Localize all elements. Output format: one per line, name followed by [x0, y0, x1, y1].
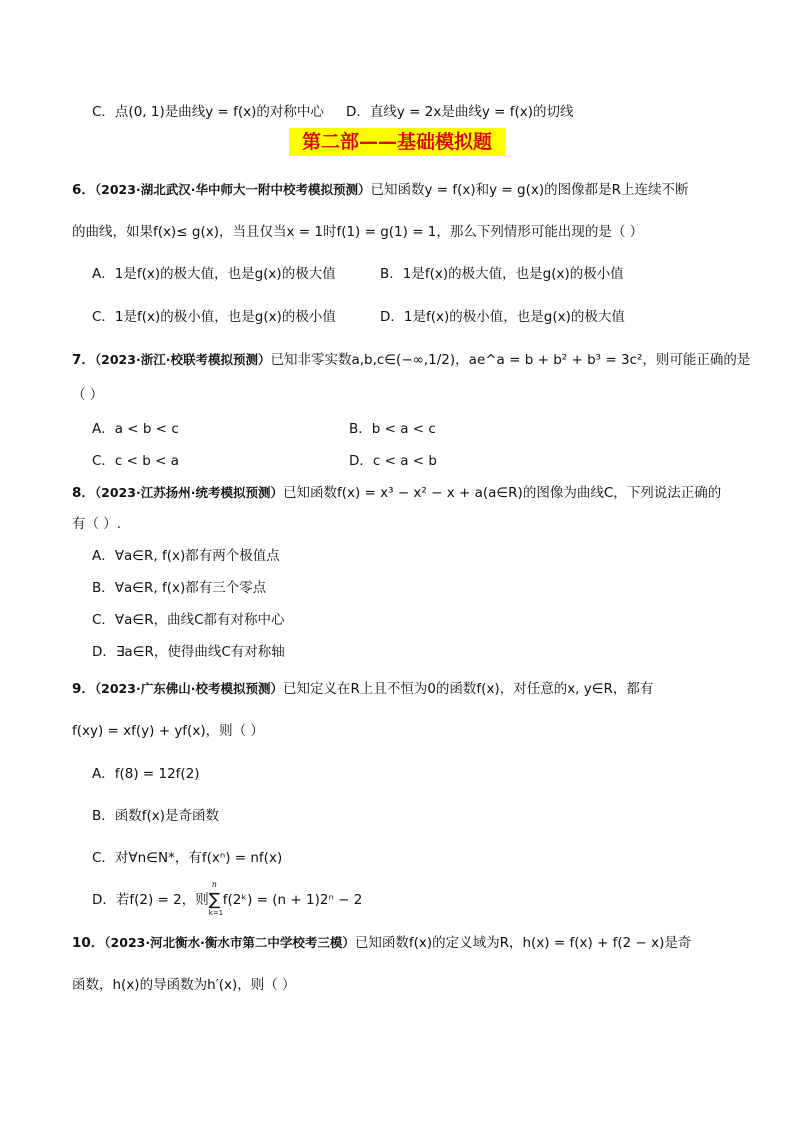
q9-option-c: C．对∀n∈N*，有f(xⁿ) = nf(x) [92, 850, 283, 866]
q9-option-b: B．函数f(x)是奇函数 [92, 808, 220, 824]
q7-source: （2023·浙江·校联考模拟预测） [94, 352, 271, 367]
q7-option-a: A．a < b < c [92, 421, 179, 437]
q6-option-d: D．1是f(x)的极小值，也是g(x)的极大值 [380, 309, 625, 325]
q9-source: （2023·广东佛山·校考模拟预测） [94, 681, 283, 696]
q6-stem1: 已知函数y = f(x)和y = g(x)的图像都是R上连续不断 [370, 182, 689, 198]
q7-stem-line1 [72, 350, 750, 370]
q8-option-d: D．∃a∈R，使得曲线C有对称轴 [92, 644, 285, 660]
q10-source: （2023·河北衡水·衡水市第二中学校考三模） [104, 935, 355, 950]
q7-stem1: 已知非零实数a,b,c∈(−∞,1/2)，ae^a = b + b² + b³ = 3c²，则可能正确的是 [270, 352, 751, 368]
summation-upper: n [211, 880, 217, 889]
q6-option-a: A．1是f(x)的极大值，也是g(x)的极大值 [92, 266, 336, 282]
q6-option-b: B．1是f(x)的极大值，也是g(x)的极小值 [380, 266, 624, 282]
q7-option-d: D．c < a < b [349, 453, 437, 469]
q9-option-d-pre: D．若f(2) = 2，则 [92, 892, 209, 908]
q6-stem-line2: 的曲线，如果f(x)≤ g(x)，当且仅当x = 1时f(1) = g(1) = 1，那么下列情形可能出现的是（ ） [72, 224, 644, 240]
q8-stem-line1 [72, 483, 721, 503]
q7-option-b: B．b < a < c [349, 421, 436, 437]
q10-stem1: 已知函数f(x)的定义域为R，h(x) = f(x) + f(2 − x)是奇 [354, 935, 692, 951]
q7-option-c: C．c < b < a [92, 453, 179, 469]
q8-stem-line2: 有（ ）. [72, 516, 122, 532]
q8-option-b: B．∀a∈R, f(x)都有三个零点 [92, 580, 267, 596]
q9-option-d-post: f(2ᵏ) = (n + 1)2ⁿ − 2 [222, 892, 363, 908]
q9-stem-line2: f(xy) = xf(y) + yf(x)，则（ ） [72, 723, 264, 739]
q6-stem-line1 [72, 180, 688, 200]
section-title: 第二部——基础模拟题 [289, 128, 505, 156]
prev-option-d: D．直线y = 2x是曲线y = f(x)的切线 [346, 104, 574, 120]
q9-option-d [92, 880, 363, 917]
q7-number: 7． [72, 352, 95, 368]
q6-option-c: C．1是f(x)的极小值，也是g(x)的极小值 [92, 309, 336, 325]
q7-stem-line2: （ ） [72, 387, 104, 403]
summation-lower: k=1 [208, 909, 224, 917]
q9-number: 9． [72, 681, 95, 697]
sigma-glyph: ∑ [208, 890, 221, 910]
q6-number: 6． [72, 182, 95, 198]
q9-stem-line1 [72, 679, 653, 699]
q9-stem1: 已知定义在R上且不恒为0的函数f(x)，对任意的x, y∈R，都有 [282, 681, 654, 697]
q8-stem1: 已知函数f(x) = x³ − x² − x + a(a∈R)的图像为曲线C，下列说法正确的 [282, 485, 722, 501]
q8-option-c: C．∀a∈R，曲线C都有对称中心 [92, 612, 285, 628]
q6-source: （2023·湖北武汉·华中师大一附中校考模拟预测） [94, 182, 371, 197]
q8-number: 8． [72, 485, 95, 501]
q10-stem-line1 [72, 933, 691, 953]
q8-option-a: A．∀a∈R, f(x)都有两个极值点 [92, 548, 280, 564]
prev-option-c: C．点(0, 1)是曲线y = f(x)的对称中心 [92, 104, 324, 120]
q10-stem-line2: 函数，h(x)的导函数为h′(x)，则（ ） [72, 977, 296, 993]
q8-source: （2023·江苏扬州·统考模拟预测） [94, 485, 283, 500]
q10-number: 10． [72, 935, 105, 951]
summation-symbol [208, 880, 224, 917]
q9-option-a: A．f(8) = 12f(2) [92, 766, 200, 782]
